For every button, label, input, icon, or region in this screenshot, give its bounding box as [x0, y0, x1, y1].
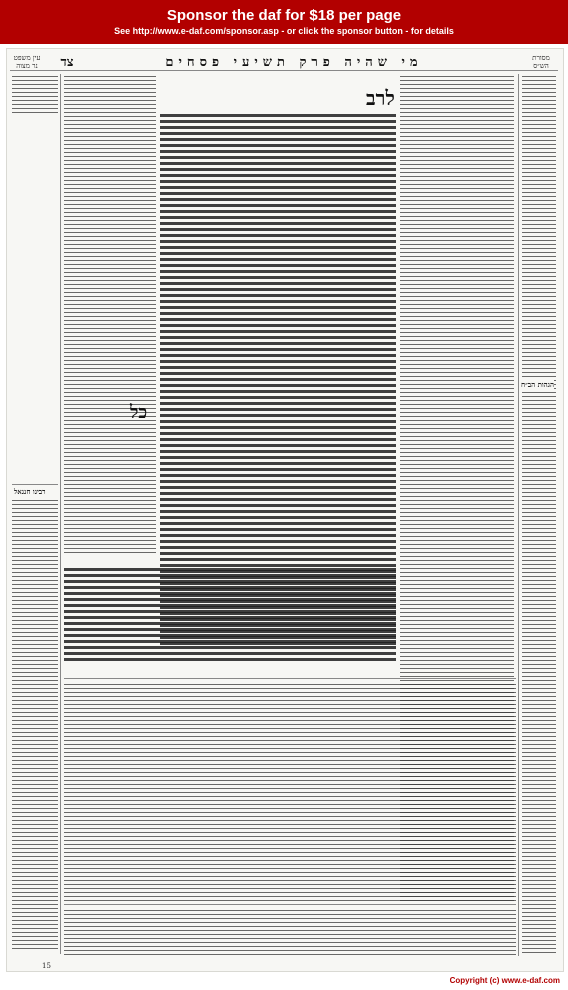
ein-mishpat-label: עין משפט נר מצוה [13, 54, 41, 70]
header-divider [10, 70, 558, 71]
left-margin-rule [60, 74, 61, 954]
footnotes [64, 910, 516, 956]
banner-title[interactable]: Sponsor the daf for $18 per page [166, 7, 402, 24]
gemara-text-lower [64, 568, 396, 672]
page-number: 15 [42, 962, 51, 970]
ein-mishpat-notes [12, 76, 58, 136]
commentary-divider [64, 678, 516, 679]
rabbeinu-chananel-title: רבינו חננאל [14, 487, 46, 496]
tosafot-opening-word: כל [130, 402, 148, 423]
right-margin-rule [518, 74, 519, 956]
folio-number: צד [60, 55, 74, 70]
rabbeinu-chananel-commentary [12, 500, 58, 950]
right-margin-notes [522, 76, 556, 956]
rabbeinu-chananel-rule [12, 484, 58, 485]
page-header-title: מי שהיה פרק תשיעי פסחים [165, 55, 423, 70]
copyright-notice[interactable]: Copyright (c) www.e-daf.com [449, 976, 560, 985]
gemara-opening-word: לרב [366, 86, 395, 110]
banner-subtitle[interactable]: See http://www.e-daf.com/sponsor.asp - or click the sponsor button - for details [114, 26, 454, 36]
gilyon-title: הגהות הב״ח [520, 380, 554, 389]
footer-divider [64, 904, 516, 905]
masoret-hashas-label: מסורת הש״ס [532, 54, 550, 70]
sponsor-banner[interactable] [0, 0, 568, 44]
tosafot-commentary [64, 76, 156, 566]
bottom-commentary [64, 684, 516, 904]
